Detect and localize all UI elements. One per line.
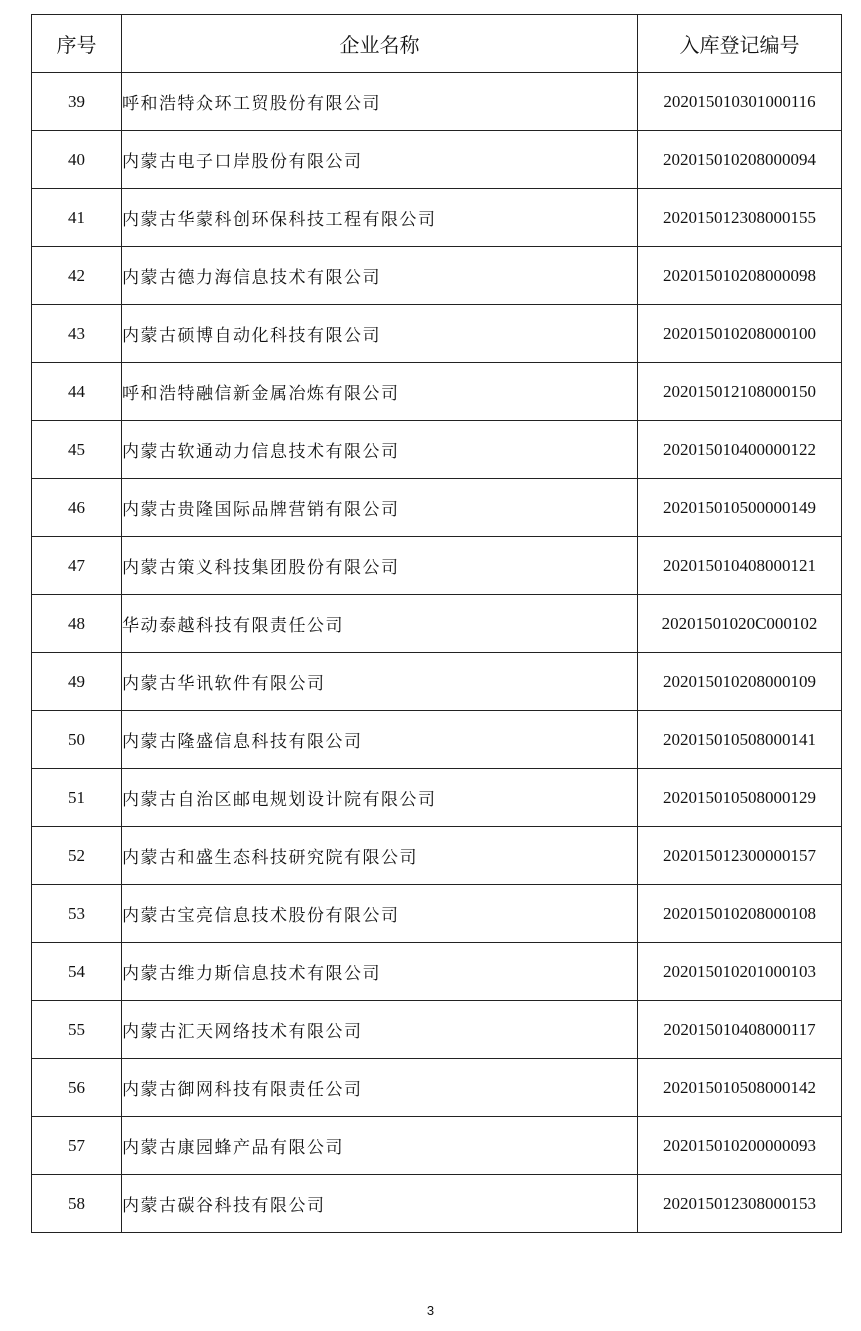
table-row — [32, 479, 842, 537]
serial-number-cell: 45 — [32, 421, 122, 479]
enterprise-registry-table — [31, 14, 842, 1233]
serial-number-cell: 54 — [32, 943, 122, 1001]
registration-code-cell: 202015010208000098 — [638, 247, 842, 305]
registration-code-cell: 202015010200000093 — [638, 1117, 842, 1175]
enterprise-name-cell: 内蒙古宝亮信息技术股份有限公司 — [122, 885, 638, 943]
table-row — [32, 537, 842, 595]
enterprise-name-cell: 华动泰越科技有限责任公司 — [122, 595, 638, 653]
enterprise-name-cell: 内蒙古隆盛信息科技有限公司 — [122, 711, 638, 769]
header-registration-code: 入库登记编号 — [638, 15, 842, 73]
registration-code-cell: 202015010208000094 — [638, 131, 842, 189]
serial-number-cell: 51 — [32, 769, 122, 827]
enterprise-name-cell: 内蒙古电子口岸股份有限公司 — [122, 131, 638, 189]
enterprise-name-cell: 呼和浩特众环工贸股份有限公司 — [122, 73, 638, 131]
serial-number-cell: 43 — [32, 305, 122, 363]
enterprise-name-cell: 内蒙古华讯软件有限公司 — [122, 653, 638, 711]
table-row — [32, 189, 842, 247]
enterprise-name-cell: 内蒙古自治区邮电规划设计院有限公司 — [122, 769, 638, 827]
registration-code-cell: 202015010301000116 — [638, 73, 842, 131]
enterprise-name-cell: 内蒙古碳谷科技有限公司 — [122, 1175, 638, 1233]
header-serial-number: 序号 — [32, 15, 122, 73]
registration-code-cell: 202015010208000109 — [638, 653, 842, 711]
table-row — [32, 363, 842, 421]
enterprise-name-cell: 内蒙古策义科技集团股份有限公司 — [122, 537, 638, 595]
registration-code-cell: 202015010508000129 — [638, 769, 842, 827]
serial-number-cell: 58 — [32, 1175, 122, 1233]
enterprise-name-cell: 内蒙古华蒙科创环保科技工程有限公司 — [122, 189, 638, 247]
enterprise-name-cell: 内蒙古软通动力信息技术有限公司 — [122, 421, 638, 479]
table-row — [32, 421, 842, 479]
serial-number-cell: 48 — [32, 595, 122, 653]
registration-code-cell: 202015010408000117 — [638, 1001, 842, 1059]
table-row — [32, 247, 842, 305]
table-row — [32, 595, 842, 653]
table-row — [32, 827, 842, 885]
table-row — [32, 1001, 842, 1059]
serial-number-cell: 47 — [32, 537, 122, 595]
enterprise-name-cell: 内蒙古维力斯信息技术有限公司 — [122, 943, 638, 1001]
registration-code-cell: 202015010508000141 — [638, 711, 842, 769]
table-row — [32, 73, 842, 131]
enterprise-name-cell: 内蒙古康园蜂产品有限公司 — [122, 1117, 638, 1175]
table-row — [32, 711, 842, 769]
enterprise-name-cell: 内蒙古贵隆国际品牌营销有限公司 — [122, 479, 638, 537]
page-number: 3 — [426, 1303, 435, 1318]
registration-code-cell: 202015010201000103 — [638, 943, 842, 1001]
enterprise-name-cell: 内蒙古硕博自动化科技有限公司 — [122, 305, 638, 363]
registration-code-cell: 202015012308000153 — [638, 1175, 842, 1233]
table-row — [32, 1175, 842, 1233]
table-row — [32, 943, 842, 1001]
registration-code-cell: 202015010508000142 — [638, 1059, 842, 1117]
serial-number-cell: 49 — [32, 653, 122, 711]
registration-code-cell: 202015012300000157 — [638, 827, 842, 885]
enterprise-name-cell: 内蒙古汇天网络技术有限公司 — [122, 1001, 638, 1059]
table-header-row — [32, 15, 842, 73]
serial-number-cell: 55 — [32, 1001, 122, 1059]
serial-number-cell: 41 — [32, 189, 122, 247]
registration-code-cell: 202015010408000121 — [638, 537, 842, 595]
serial-number-cell: 53 — [32, 885, 122, 943]
serial-number-cell: 44 — [32, 363, 122, 421]
table-row — [32, 131, 842, 189]
registration-code-cell: 202015010400000122 — [638, 421, 842, 479]
enterprise-name-cell: 呼和浩特融信新金属冶炼有限公司 — [122, 363, 638, 421]
table-body — [32, 73, 842, 1233]
serial-number-cell: 50 — [32, 711, 122, 769]
serial-number-cell: 56 — [32, 1059, 122, 1117]
registration-code-cell: 20201501020C000102 — [638, 595, 842, 653]
table-row — [32, 305, 842, 363]
serial-number-cell: 39 — [32, 73, 122, 131]
serial-number-cell: 57 — [32, 1117, 122, 1175]
table-row — [32, 1059, 842, 1117]
registration-code-cell: 202015012108000150 — [638, 363, 842, 421]
enterprise-name-cell: 内蒙古御网科技有限责任公司 — [122, 1059, 638, 1117]
serial-number-cell: 40 — [32, 131, 122, 189]
table-row — [32, 653, 842, 711]
table-row — [32, 1117, 842, 1175]
registration-code-cell: 202015010208000108 — [638, 885, 842, 943]
registration-code-cell: 202015010208000100 — [638, 305, 842, 363]
enterprise-name-cell: 内蒙古和盛生态科技研究院有限公司 — [122, 827, 638, 885]
registration-code-cell: 202015010500000149 — [638, 479, 842, 537]
header-enterprise-name: 企业名称 — [122, 15, 638, 73]
serial-number-cell: 52 — [32, 827, 122, 885]
table-row — [32, 769, 842, 827]
serial-number-cell: 46 — [32, 479, 122, 537]
table-row — [32, 885, 842, 943]
serial-number-cell: 42 — [32, 247, 122, 305]
registration-code-cell: 202015012308000155 — [638, 189, 842, 247]
enterprise-name-cell: 内蒙古德力海信息技术有限公司 — [122, 247, 638, 305]
